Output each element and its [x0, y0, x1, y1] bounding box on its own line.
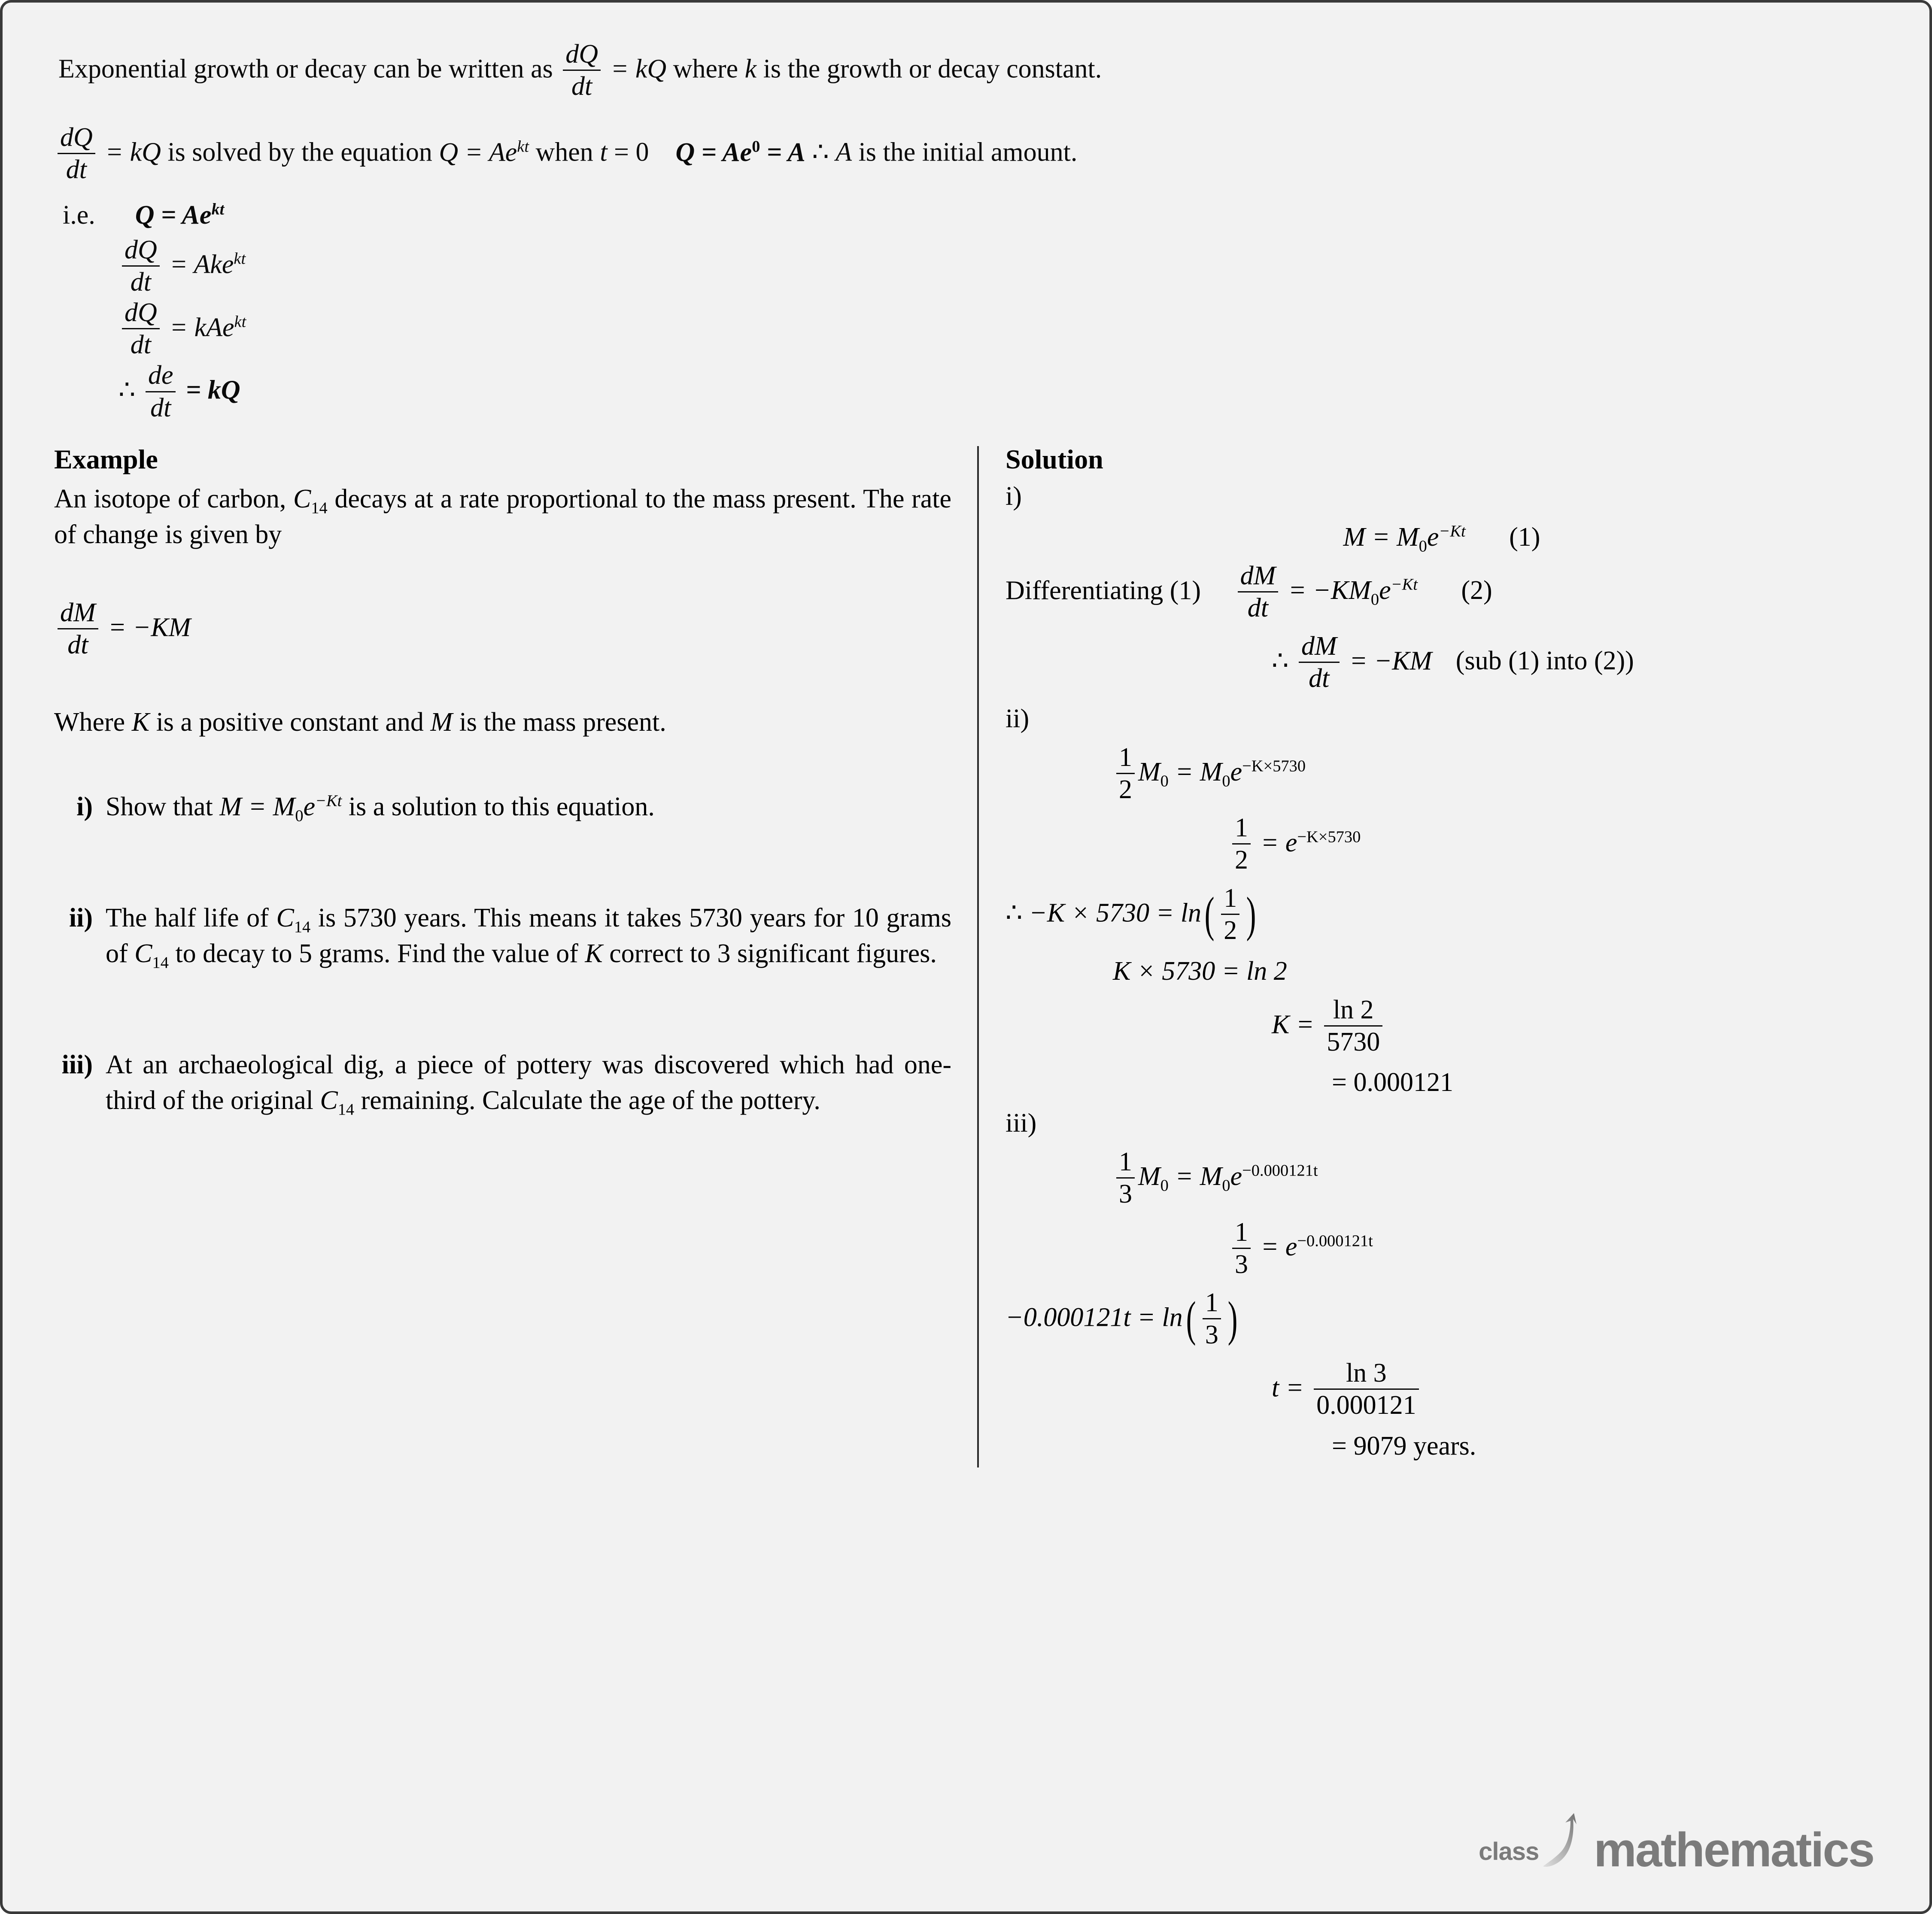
example-intro-text-a: An isotope of carbon,: [54, 484, 286, 513]
fraction-denominator: 3: [1119, 1179, 1132, 1209]
item-i-text-b: is a solution to this equation.: [348, 792, 655, 821]
body-columns: [54, 444, 1878, 1472]
dQ-dt-fraction: [122, 236, 160, 296]
intro-line-1-text-before: Exponential growth or decay can be written as: [58, 54, 553, 84]
dQ-dt-fraction-2: [58, 124, 95, 184]
intro-line-1-equals-kq: = kQ: [611, 54, 667, 84]
fraction-numerator: dQ: [122, 236, 160, 267]
iii-equation-1-lhs: $M_0$: [1138, 1162, 1169, 1195]
intro-line-ie: [63, 197, 1878, 234]
fraction-denominator: dt: [130, 267, 151, 297]
iii-equation-1-rhs: = $M_0e^{-0.000121t}$: [1175, 1161, 1318, 1195]
solution-iii-equation-1: [1005, 1149, 1878, 1209]
intro-line-1: [58, 41, 1878, 101]
derivation-lines: [118, 237, 1878, 423]
where-text-c: is the mass present.: [459, 707, 666, 737]
intro-line-2-q-equals-aekt: $Q = Ae^{kt}$: [439, 137, 529, 167]
solution-heading: Solution: [1005, 444, 1103, 474]
solution-ii-equation-1: [1005, 744, 1878, 805]
fraction-denominator: 2: [1224, 916, 1237, 945]
ii-equation-5-lhs: K =: [1272, 1009, 1314, 1039]
fraction-denominator: dt: [571, 72, 592, 101]
where-symbol-k: K: [131, 707, 150, 737]
solution-iii-final-answer: [1005, 1431, 1878, 1461]
derivation-line-1-rhs: = Ake$^{kt}$: [170, 249, 246, 280]
fraction-denominator: dt: [67, 630, 88, 659]
derivation-line-2: [118, 300, 1878, 360]
fraction-numerator: 1: [1232, 814, 1251, 845]
example-heading: Example: [54, 444, 158, 474]
solution-differentiating-row: [1005, 563, 1878, 623]
fraction-numerator: 1: [1203, 1289, 1221, 1319]
item-i-text-a: Show that: [106, 792, 213, 821]
dQ-dt-fraction: [563, 40, 601, 100]
item-ii-text-c: to decay to 5 grams. Find the value of: [175, 939, 578, 969]
sub-note: (sub (1) into (2)): [1455, 646, 1634, 676]
list-item-ii: [54, 900, 951, 972]
fraction-numerator: de: [146, 362, 176, 392]
carbon-14-symbol: $C_{14}$: [276, 903, 311, 936]
fraction-denominator: 0.000121: [1316, 1391, 1416, 1420]
solution-equation-1: [1005, 522, 1878, 556]
therefore-symbol: ∴: [1005, 898, 1023, 928]
equation-3-rhs: = −KM: [1349, 646, 1432, 676]
where-symbol-m: M: [430, 707, 453, 737]
item-ii-text-a: The half life of: [106, 903, 269, 933]
carbon-14-symbol: $C_{14}$: [320, 1086, 355, 1119]
item-marker: i): [76, 792, 93, 821]
carbon-14-symbol-2: $C_{14}$: [134, 939, 169, 972]
intro-line-2-when-t-zero: when t = 0: [535, 137, 649, 167]
fraction-denominator: dt: [1247, 593, 1269, 623]
dQ-dt-fraction: [122, 299, 160, 359]
intro-line-2-equals-kq: = kQ: [105, 137, 161, 167]
ln2-over-5730-fraction: [1324, 996, 1382, 1056]
intro-block: [54, 41, 1878, 423]
ii-equation-1-rhs: = $M_0e^{-K\times 5730}$: [1175, 757, 1306, 790]
ie-label: i.e.: [63, 201, 95, 230]
item-iii-text-b: remaining. Calculate the age of the pottery.: [361, 1086, 820, 1115]
fraction-denominator: 2: [1119, 775, 1132, 805]
item-body: [106, 789, 951, 825]
equation-1-expression: $M = M_0e^{-Kt}$: [1343, 522, 1466, 556]
item-marker: iii): [61, 1050, 93, 1080]
solution-equation-3: [1005, 633, 1878, 693]
equation-2-expression: = $-KM_0e^{-Kt}$: [1288, 575, 1418, 609]
derivation-line-3-rhs: = kQ: [185, 375, 240, 405]
example-where-paragraph: [54, 707, 951, 738]
therefore-symbol: ∴: [1272, 646, 1289, 676]
example-rate-equation-rhs: = −KM: [108, 613, 191, 642]
ie-equation: $Q = Ae^{kt}$: [135, 200, 225, 230]
one-third-fraction: [1203, 1289, 1221, 1349]
left-paren: (: [1186, 1291, 1196, 1346]
fraction-denominator: dt: [66, 155, 87, 185]
derivation-line-2-rhs: = kAe$^{kt}$: [170, 312, 246, 342]
left-paren: (: [1204, 887, 1215, 942]
class-mathematics-logo: [1479, 1810, 1874, 1877]
ii-equation-1-lhs: $M_0$: [1138, 757, 1169, 790]
derivation-line-1: [118, 237, 1878, 297]
fraction-numerator: 1: [1232, 1218, 1251, 1249]
solution-part-ii-label: ii): [1005, 704, 1030, 733]
ii-equation-4: K × 5730 = ln 2: [1113, 956, 1287, 986]
solution-iii-equation-3: [1005, 1290, 1878, 1350]
fraction-denominator: dt: [150, 393, 171, 422]
right-paren: ): [1227, 1291, 1238, 1346]
differentiating-label: Differentiating (1): [1005, 575, 1201, 605]
solution-iii-equation-4: [1005, 1360, 1878, 1420]
solution-part-iii-label: iii): [1005, 1108, 1037, 1138]
solution-part-i-label: i): [1005, 481, 1022, 511]
fraction-numerator: dM: [58, 599, 98, 629]
item-iii-text-a: At an archaeological dig, a piece of pottery was discovered which had one-third of the original: [106, 1050, 951, 1115]
fraction-numerator: ln 3: [1314, 1359, 1419, 1390]
right-paren: ): [1246, 887, 1256, 942]
one-third-fraction: [1232, 1218, 1251, 1279]
example-column: [54, 444, 977, 1472]
example-intro-text-b: decays at a rate proportional to the mass present. The rate of change is given by: [54, 484, 952, 549]
ln3-over-k-fraction: [1314, 1359, 1419, 1419]
intro-line-2: [54, 125, 1878, 185]
solution-ii-equation-5: [1005, 997, 1878, 1057]
fraction-numerator: dQ: [563, 40, 601, 71]
dM-dt-fraction: [1299, 632, 1340, 693]
fraction-denominator: 3: [1235, 1250, 1248, 1279]
fraction-numerator: dM: [1299, 632, 1340, 663]
one-half-fraction: [1221, 884, 1239, 945]
ii-equation-3-lhs: −K × 5730 = ln: [1029, 898, 1202, 928]
fraction-numerator: dQ: [58, 124, 95, 154]
dM-dt-fraction: [1238, 562, 1279, 622]
dM-dt-fraction: [58, 599, 98, 659]
iii-equation-4-lhs: t =: [1272, 1373, 1304, 1403]
iii-equation-3-lhs: −0.000121t = ln: [1005, 1303, 1183, 1332]
equation-1-tag: (1): [1509, 522, 1540, 552]
iii-equation-2-rhs: = $e^{-0.000121t}$: [1261, 1232, 1373, 1262]
fraction-denominator: dt: [130, 330, 151, 360]
item-marker: ii): [69, 903, 93, 933]
example-intro-paragraph: [54, 481, 951, 553]
solution-ii-equation-2: [1005, 815, 1878, 875]
fraction-numerator: 1: [1116, 1148, 1135, 1179]
carbon-14-symbol: $C_{14}$: [293, 484, 328, 517]
fraction-denominator: 3: [1205, 1320, 1218, 1350]
where-text-a: Where: [54, 707, 125, 737]
logo-word-class: class: [1479, 1838, 1539, 1865]
fraction-numerator: dQ: [122, 299, 160, 329]
derivation-line-3: [118, 362, 1878, 422]
item-i-equation: $M = M_0e^{-Kt}$: [219, 792, 342, 825]
item-body: [106, 900, 951, 972]
where-text-b: is a positive constant and: [156, 707, 424, 737]
swoosh-arrow-icon: [1540, 1810, 1595, 1872]
fraction-numerator: 1: [1116, 744, 1135, 774]
solution-ii-equation-3: [1005, 885, 1878, 945]
item-body: [106, 1047, 951, 1118]
list-item-iii: [54, 1047, 951, 1118]
fraction-denominator: dt: [1309, 663, 1330, 693]
ii-equation-6-value: = 0.000121: [1332, 1067, 1453, 1097]
item-ii-text-d: correct to 3 significant figures.: [609, 939, 937, 969]
solution-iii-equation-2: [1005, 1219, 1878, 1279]
list-item-i: [54, 789, 951, 825]
final-answer-value: = 9079 years.: [1332, 1431, 1476, 1461]
one-third-fraction: [1116, 1148, 1135, 1208]
equation-2-tag: (2): [1461, 575, 1492, 605]
fraction-numerator: ln 2: [1324, 996, 1382, 1027]
example-question-list: [54, 789, 951, 1118]
fraction-denominator: 5730: [1327, 1027, 1380, 1057]
item-ii-symbol-k: K: [585, 939, 603, 969]
solution-column: [979, 444, 1878, 1472]
ii-equation-2-rhs: = $e^{-K\times 5730}$: [1261, 827, 1361, 857]
de-dt-fraction: [146, 362, 176, 422]
fraction-numerator: 1: [1221, 884, 1239, 915]
intro-line-2-therefore-initial-amount: ∴ A is the initial amount.: [812, 137, 1078, 167]
one-half-fraction: [1116, 744, 1135, 804]
logo-word-mathematics: mathematics: [1594, 1823, 1874, 1877]
intro-line-1-text-after: where k is the growth or decay constant.: [673, 54, 1102, 84]
item-ii-text-b: is 5730 years. This means it takes 5730 years for 10 grams of: [106, 903, 952, 969]
fraction-denominator: 2: [1235, 845, 1248, 875]
fraction-numerator: dM: [1238, 562, 1279, 592]
intro-line-2-q-equals-ae0: $Q = Ae^0 = A$: [675, 137, 805, 167]
intro-line-2-text-solved-by: is solved by the equation: [167, 137, 432, 167]
solution-ii-equation-4: [1005, 956, 1878, 987]
solution-ii-equation-6: [1005, 1067, 1878, 1098]
example-rate-equation: [54, 600, 951, 660]
therefore-symbol: ∴: [118, 375, 136, 405]
one-half-fraction: [1232, 814, 1251, 874]
